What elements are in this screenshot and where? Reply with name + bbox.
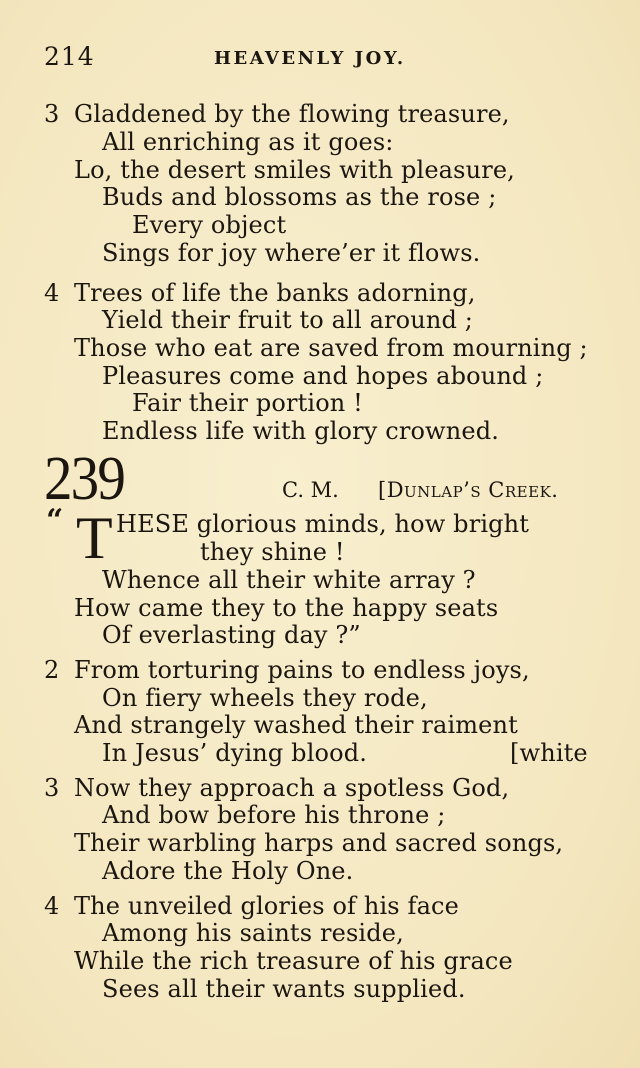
verse-line: Sees all their wants supplied. [102,975,466,1003]
verse-line: The unveiled glories of his face [74,892,459,920]
hymn-tune-name: [Dunlap’s Creek. [378,478,559,502]
verse-line: they shine ! [200,538,345,566]
verse-line: In Jesus’ dying blood. [102,739,368,767]
verse-number: 2 [44,656,60,684]
verse-line: Sings for joy where’er it flows. [102,239,481,267]
verse-line: Fair their portion ! [132,389,363,417]
verse-number: 3 [44,100,60,128]
verse-line: Adore the Holy One. [102,857,354,885]
verse-line: Pleasures come and hopes abound ; [102,362,544,390]
verse-line: Endless life with glory crowned. [102,417,500,445]
opening-quote: “ [46,503,64,538]
verse-number: 3 [44,774,60,802]
drop-cap: T [76,505,113,571]
verse-line: On fiery wheels they rode, [102,684,428,712]
verse-line: And bow before his throne ; [102,801,446,829]
verse-line: Whence all their white array ? [102,566,476,594]
verse-line: Buds and blossoms as the rose ; [102,183,497,211]
verse-line: All enriching as it goes: [102,128,394,156]
verse-line: While the rich treasure of his grace [74,947,513,975]
verse-line: Their warbling harps and sacred songs, [74,829,564,857]
verse-number: 4 [44,892,60,920]
verse-line: And strangely washed their raiment [74,711,518,739]
verse-line: Trees of life the banks adorning, [74,279,476,307]
hymn-meter: C. M. [282,478,339,502]
page-number: 214 [44,42,95,71]
verse-line: Lo, the desert smiles with pleasure, [74,156,515,184]
verse-line: Those who eat are saved from mourning ; [74,334,588,362]
verse-line: Of everlasting day ?” [102,621,361,649]
verse-line: Every object [132,211,287,239]
page-header [44,40,604,76]
verse-line: Yield their fruit to all around ; [102,306,473,334]
running-title: HEAVENLY JOY. [214,48,406,69]
hymn-number: 239 [44,445,125,513]
verse-line: Now they approach a spotless God, [74,774,510,802]
turnover-word: [white [510,739,588,767]
verse-line: From torturing pains to endless joys, [74,656,530,684]
verse-line: How came they to the happy seats [74,594,499,622]
verse-line: HESE glorious minds, how bright [116,510,530,538]
verse-line: Among his saints reside, [102,919,404,947]
verse-line: Gladdened by the flowing treasure, [74,100,510,128]
verse-number: 4 [44,279,60,307]
